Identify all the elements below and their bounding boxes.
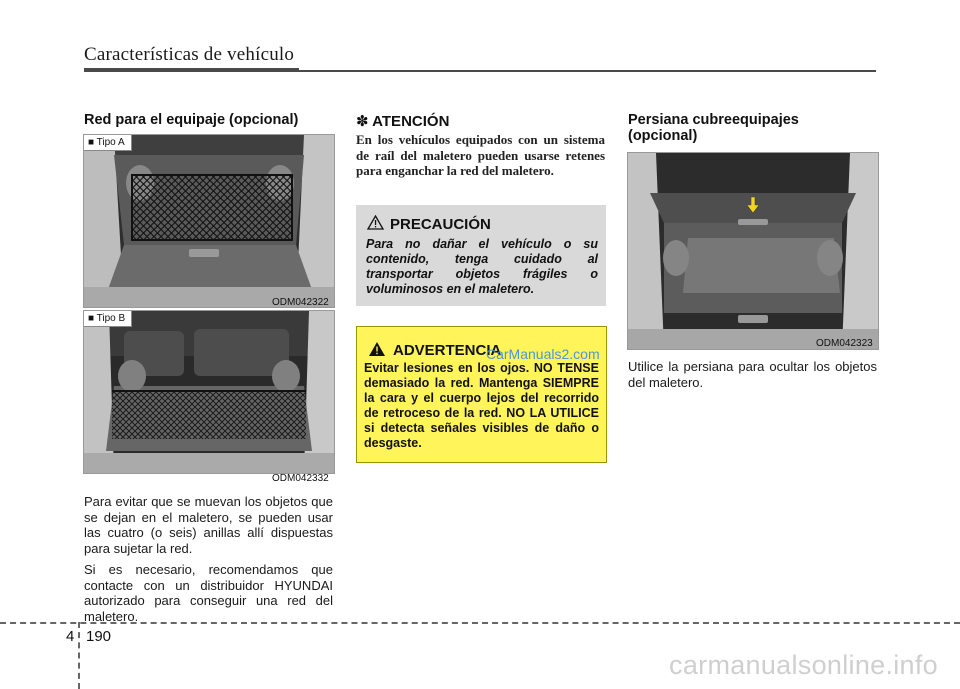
type-a-tag: ■ Tipo A <box>84 135 132 151</box>
header-rule <box>299 70 876 72</box>
cargo-cover-image <box>627 152 879 350</box>
caution-title: PRECAUCIÓN <box>390 216 491 233</box>
watermark-carmanuals2: CarManuals2.com <box>486 346 600 362</box>
cargo-net-heading: Red para el equipaje (opcional) <box>84 112 299 128</box>
chapter-number: 4 <box>66 628 75 645</box>
type-b-tag: ■ Tipo B <box>84 311 132 327</box>
trunk-net-illustration-b <box>84 311 334 473</box>
page-number: 190 <box>86 628 112 645</box>
page-header-title: Características de vehículo <box>84 44 295 65</box>
cargo-net-type-a-image <box>83 134 335 308</box>
image-code-a: ODM042322 <box>272 297 329 308</box>
caution-box <box>356 205 606 306</box>
attention-text: En los vehículos equipados con un sistema de raíl del maletero pueden usarse retenes para enganchar la red del maletero. <box>356 132 605 178</box>
cargo-net-paragraph-2: Si es necesario, recomendamos que contacte con un distribuidor HYUNDAI autorizado para conseguir una red del maletero. <box>84 562 333 624</box>
caution-triangle-icon <box>367 215 384 230</box>
trunk-cover-illustration <box>628 153 878 349</box>
cargo-cover-description: Utilice la persiana para ocultar los objetos del maletero. <box>628 359 877 390</box>
caution-text: Para no dañar el vehículo o su contenido, tenga cuidado al transportar objetos frágiles o voluminosos en el maletero. <box>366 237 598 296</box>
footer-rule <box>0 622 960 624</box>
warning-triangle-icon <box>368 341 386 357</box>
footer-divider <box>78 622 80 689</box>
trunk-net-illustration-a <box>84 135 334 307</box>
warning-title: ADVERTENCIA <box>393 342 502 359</box>
header-rule-thick <box>84 68 299 72</box>
image-code-b: ODM042332 <box>272 473 329 484</box>
cargo-net-type-b-image <box>83 310 335 474</box>
attention-title: ✽ ATENCIÓN <box>356 113 450 130</box>
cargo-cover-heading: Persiana cubreequipajes (opcional) <box>628 112 799 144</box>
warning-text: Evitar lesiones en los ojos. NO TENSE demasiado la red. Mantenga SIEMPRE la cara y el cuerpo lejos del recorrido de retroceso de la red. NO LA UTILICE si detecta señales visibles de daño o desgaste. <box>364 361 599 450</box>
cargo-net-paragraph-1: Para evitar que se muevan los objetos que se dejan en el maletero, se pueden usar las cuatro (o seis) anillas allí dispuestas para sujetar la red. <box>84 494 333 556</box>
image-code-cover: ODM042323 <box>816 338 873 349</box>
site-watermark: carmanualsonline.info <box>669 650 938 680</box>
cargo-net-description <box>84 494 333 630</box>
